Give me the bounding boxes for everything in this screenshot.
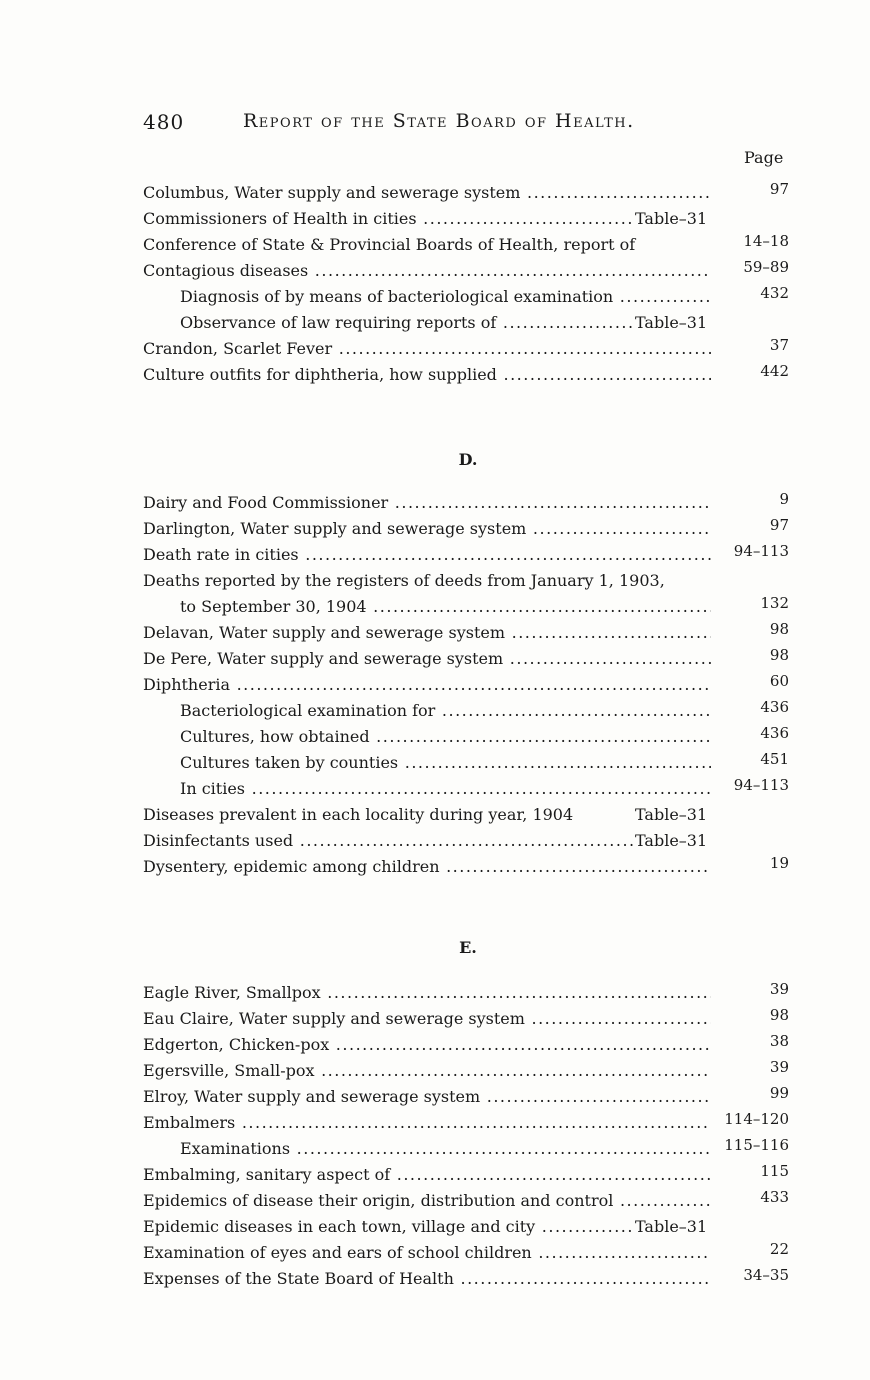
entry-page-number: 436 [760,698,789,716]
entry-page-number: 98 [769,1006,789,1024]
index-entry [143,284,793,310]
index-entry [143,672,793,698]
entry-text: Eau Claire, Water supply and sewerage system ..... [143,1006,711,1032]
running-title: Report of the State Board of Health. [243,110,635,132]
index-entry [143,180,793,206]
entry-text: Egersville, Small-pox ..... [143,1058,711,1084]
entry-table-ref: Table–31 [635,831,708,850]
index-entry [143,336,793,362]
index-entry [143,698,793,724]
entry-text: Bacteriological examination for ..... [143,698,711,724]
entry-text: Epidemics of disease their origin, distribution and control ..... [143,1188,711,1214]
entry-page-number: 94–113 [733,542,789,560]
index-entry [143,1032,793,1058]
entry-page-number: 115 [760,1162,789,1180]
index-entry [143,1006,793,1032]
entry-page-number: 34–35 [743,1266,789,1284]
section-letter-d: D. [458,450,478,469]
entry-page-number: 436 [760,724,789,742]
entry-text: Elroy, Water supply and sewerage system ..... [143,1084,711,1110]
entry-page-number: 132 [760,594,789,612]
index-entry [143,724,793,750]
entry-page-number: 37 [769,336,789,354]
entry-table-ref: Table–31 [635,313,708,332]
index-entry [143,750,793,776]
index-entry [143,1058,793,1084]
entry-text: Diphtheria ..... [143,672,711,698]
entry-page-number: 22 [769,1240,789,1258]
entry-page-number: 60 [769,672,789,690]
entry-text: Culture outfits for diphtheria, how supplied ..... [143,362,711,388]
entry-text: Eagle River, Smallpox ..... [143,980,711,1006]
index-entry [143,490,793,516]
page-number: 480 [143,110,185,134]
index-entry [143,1266,793,1292]
entry-page-number: 14–18 [743,232,789,250]
entry-text: Crandon, Scarlet Fever ..... [143,336,711,362]
page-header [143,110,703,140]
index-entry [143,854,793,880]
index-entry [143,980,793,1006]
index-entry [143,776,793,802]
entry-page-number: 38 [769,1032,789,1050]
index-entry [143,310,793,336]
entry-text: Embalmers ..... [143,1110,711,1136]
entry-text: Expenses of the State Board of Health ..... [143,1266,711,1292]
index-entry [143,206,793,232]
entry-text: Epidemic diseases in each town, village and city ..... [143,1214,633,1240]
entry-text: Embalming, sanitary aspect of ..... [143,1162,711,1188]
entry-text: Diagnosis of by means of bacteriological examination ..... [143,284,711,310]
entry-text: De Pere, Water supply and sewerage system ..... [143,646,711,672]
entry-page-number: 19 [769,854,789,872]
entry-page-number: 97 [769,180,789,198]
entry-text: Delavan, Water supply and sewerage system ..... [143,620,711,646]
index-entry [143,1240,793,1266]
entry-table-ref: Table–31 [635,1217,708,1236]
entry-page-number: 39 [769,1058,789,1076]
index-entry [143,1084,793,1110]
entry-text: Darlington, Water supply and sewerage system ..... [143,516,711,542]
entry-table-ref: Table–31 [635,209,708,228]
index-entry [143,828,793,854]
entry-text: Dairy and Food Commissioner ..... [143,490,711,516]
entry-text: In cities ..... [143,776,711,802]
entry-page-number: 442 [760,362,789,380]
entry-text: Columbus, Water supply and sewerage system ..... [143,180,711,206]
entry-page-number: 433 [760,1188,789,1206]
index-section-e [143,980,793,1292]
entry-text: Dysentery, epidemic among children ..... [143,854,711,880]
index-entry [143,258,793,284]
index-entry [143,620,793,646]
entry-text: Death rate in cities ..... [143,542,711,568]
index-section-c [143,180,793,388]
entry-page-number: 94–113 [733,776,789,794]
entry-text: Observance of law requiring reports of ..... [143,310,633,336]
section-letter-e: E. [459,938,477,957]
entry-page-number: 9 [779,490,789,508]
index-entry [143,362,793,388]
index-entry [143,232,793,258]
entry-page-number: 451 [760,750,789,768]
entry-text: Conference of State & Provincial Boards of Health, report of [143,235,636,254]
entry-text: Cultures, how obtained ..... [143,724,711,750]
index-entry [143,646,793,672]
entry-text: Deaths reported by the registers of deeds from January 1, 1903, [143,571,665,590]
entry-page-number: 39 [769,980,789,998]
entry-page-number: 59–89 [743,258,789,276]
entry-page-number: 97 [769,516,789,534]
entry-text: Examinations ..... [143,1136,711,1162]
index-entry [143,568,793,594]
entry-text: Diseases prevalent in each locality during year, 1904 [143,805,574,824]
entry-page-number: 432 [760,284,789,302]
entry-page-number: 99 [769,1084,789,1102]
index-entry [143,1188,793,1214]
entry-text: Contagious diseases ..... [143,258,711,284]
entry-text: Commissioners of Health in cities ..... [143,206,633,232]
index-entry [143,542,793,568]
entry-page-number: 115–116 [724,1136,789,1154]
index-entry [143,594,793,620]
entry-table-ref: Table–31 [635,805,708,824]
page-column-heading: Page [744,148,784,167]
entry-text: Disinfectants used ..... [143,828,633,854]
entry-page-number: 114–120 [724,1110,789,1128]
entry-text: Edgerton, Chicken-pox ..... [143,1032,711,1058]
entry-page-number: 98 [769,646,789,664]
entry-text: to September 30, 1904 ..... [143,594,711,620]
index-entry [143,516,793,542]
index-entry [143,1162,793,1188]
index-entry [143,802,793,828]
index-entry [143,1110,793,1136]
index-entry [143,1136,793,1162]
entry-page-number: 98 [769,620,789,638]
entry-text: Examination of eyes and ears of school children ..... [143,1240,711,1266]
entry-text: Cultures taken by counties ..... [143,750,711,776]
index-section-d [143,490,793,880]
index-entry [143,1214,793,1240]
